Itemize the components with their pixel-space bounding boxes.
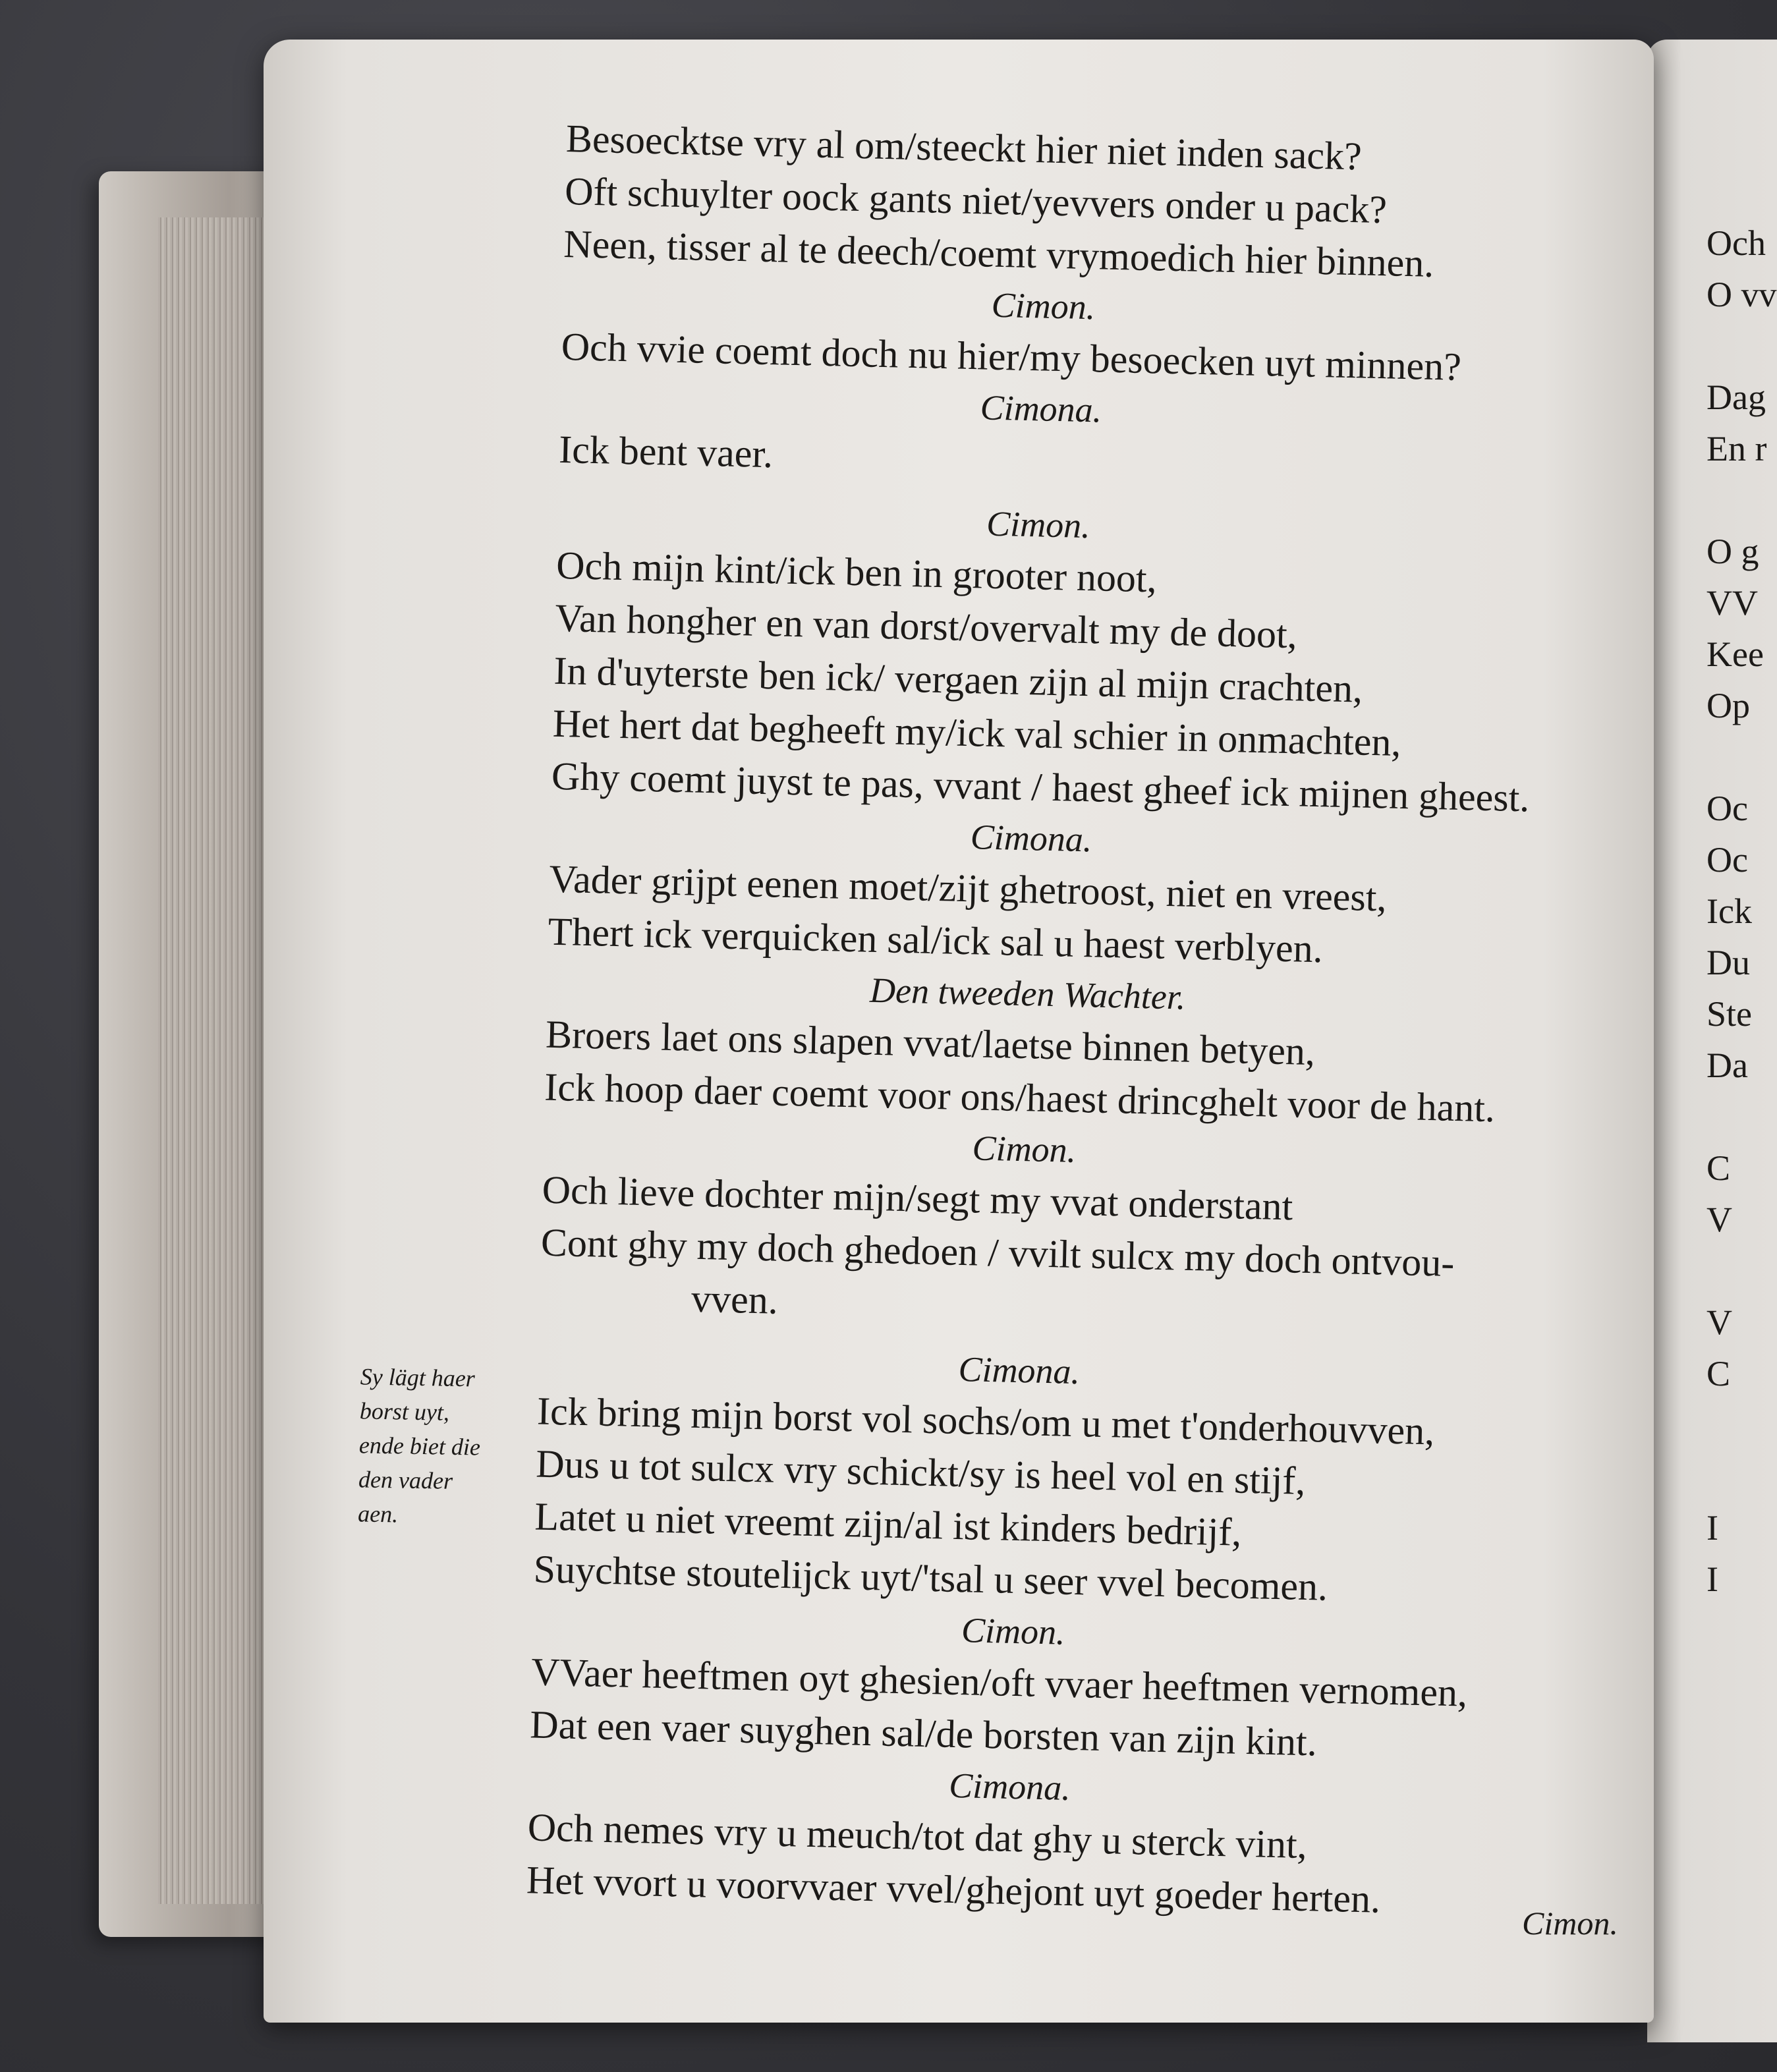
speaker-name: Den tweeden Wachter. <box>869 970 1187 1017</box>
verse-line: Suychtse stoutelijck uyt/'tsal u seer vvel becomen. <box>533 1547 1328 1609</box>
right-page-fragment: Och <box>1706 223 1766 263</box>
verse-line: Besoecktse vry al om/steeckt hier niet inden sack? <box>565 116 1363 179</box>
verse-line: Het vvort u voorvvaer vvel/ghejont uyt goeder herten. <box>526 1858 1381 1921</box>
verse-line: Och vvie coemt doch nu hier/my besoecken uyt minnen? <box>561 324 1462 389</box>
right-page-fragment <box>1706 1245 1777 1297</box>
verse-line: Och nemes vry u meuch/tot dat ghy u sterck vint, <box>527 1805 1308 1867</box>
verse-line: Neen, tisser al te deech/coemt vrymoedich hier binnen. <box>563 221 1435 285</box>
margin-note-line: ende biet die <box>358 1432 481 1461</box>
right-page-fragment: Da <box>1706 1046 1748 1085</box>
speaker-name: Cimona. <box>957 1349 1081 1392</box>
right-page-fragment: Oc <box>1706 789 1748 828</box>
right-page-fragment <box>1706 1399 1777 1451</box>
verse-line: Thert ick verquicken sal/ick sal u haest verblyen. <box>548 909 1324 971</box>
speaker-name: Cimona. <box>948 1765 1071 1808</box>
speaker-name: Cimona. <box>970 817 1093 860</box>
margin-note <box>358 1359 482 1532</box>
verse-line: Cont ghy my doch ghedoen / vvilt sulcx my doch ontvou- <box>540 1220 1455 1285</box>
right-page-fragment: Op <box>1706 686 1750 725</box>
right-page-fragment: C <box>1706 1148 1731 1188</box>
right-page-fragment: Kee <box>1706 634 1764 674</box>
speaker-name: Cimon. <box>991 285 1096 327</box>
right-page-fragment <box>1706 474 1777 526</box>
verse-line: VVaer heeftmen oyt ghesien/oft vvaer heeftmen vernomen, <box>530 1650 1468 1715</box>
verse-line: Ghy coemt juyst te pas, vvant / haest gheef ick mijnen gheest. <box>551 754 1531 820</box>
margin-note-line: den vader <box>358 1466 453 1494</box>
right-page-fragment <box>1706 1451 1777 1502</box>
right-page-fragment <box>1706 1091 1777 1142</box>
right-page-fragment: Ste <box>1706 994 1753 1034</box>
verse-line: Broers laet ons slapen vvat/laetse binnen betyen, <box>545 1012 1316 1074</box>
right-page-fragments <box>1706 217 1777 1605</box>
right-page-fragment: Oc <box>1706 840 1748 880</box>
right-page-fragment: Ick <box>1706 891 1752 931</box>
speaker-name: Cimon. <box>986 503 1091 546</box>
right-page-fragment: C <box>1706 1354 1731 1393</box>
right-page-fragment: Du <box>1706 943 1750 982</box>
verse-line: Dus u tot sulcx vry schickt/sy is heel vol en stijf, <box>535 1442 1307 1503</box>
right-page-fragment: I <box>1706 1508 1718 1548</box>
speaker-name: Cimona. <box>980 387 1102 430</box>
margin-note-line: aen. <box>357 1500 399 1528</box>
catchword: Cimon. <box>1522 1905 1618 1942</box>
verse-text-block <box>526 112 1633 1930</box>
verse-line: Dat een vaer suyghen sal/de borsten van zijn kint. <box>529 1702 1318 1764</box>
margin-note-line: Sy lägt haer <box>360 1363 476 1392</box>
right-page-fragment: O vv <box>1706 275 1777 314</box>
verse-line: Van hongher en van dorst/overvalt my de doot, <box>554 596 1298 657</box>
right-page-fragment <box>1706 731 1777 783</box>
speaker-name: Cimon. <box>972 1128 1077 1170</box>
right-page-fragment: V <box>1706 1302 1732 1342</box>
speaker-name: Cimon. <box>961 1610 1066 1652</box>
margin-note-line: borst uyt, <box>359 1397 450 1426</box>
verse-line: Oft schuylter oock gants niet/yevvers onder u pack? <box>564 169 1388 232</box>
right-page-fragment: En r <box>1706 429 1767 468</box>
verse-line: vven. <box>691 1276 779 1322</box>
verse-line: Ick bent vaer. <box>558 427 774 476</box>
right-page-fragment: O g <box>1706 532 1759 571</box>
verse-line: Ick hoop daer coemt voor ons/haest drincghelt voor de hant. <box>544 1065 1496 1131</box>
verse-line: Och mijn kint/ick ben in grooter noot, <box>555 543 1158 601</box>
verse-line: Latet u niet vreemt zijn/al ist kinders bedrijf, <box>534 1494 1243 1554</box>
verse-line: In d'uyterste ben ick/ vergaen zijn al mijn crachten, <box>553 648 1363 711</box>
right-page-fragment: VV <box>1706 583 1758 623</box>
verse-line: Och lieve dochter mijn/segt my vvat onderstant <box>542 1167 1294 1229</box>
right-page-fragment <box>1706 320 1777 372</box>
verse-line: Vader grijpt eenen moet/zijt ghetroost, niet en vreest, <box>548 856 1388 920</box>
verse-line: Het hert dat begheeft my/ick val schier in onmachten, <box>552 701 1402 764</box>
right-page-fragment: Dag <box>1706 378 1766 417</box>
right-page-fragment: I <box>1706 1559 1718 1599</box>
verse-line: Ick bring mijn borst vol sochs/om u met t'onderhouvven, <box>536 1389 1435 1453</box>
right-page-fragment: V <box>1706 1200 1732 1239</box>
